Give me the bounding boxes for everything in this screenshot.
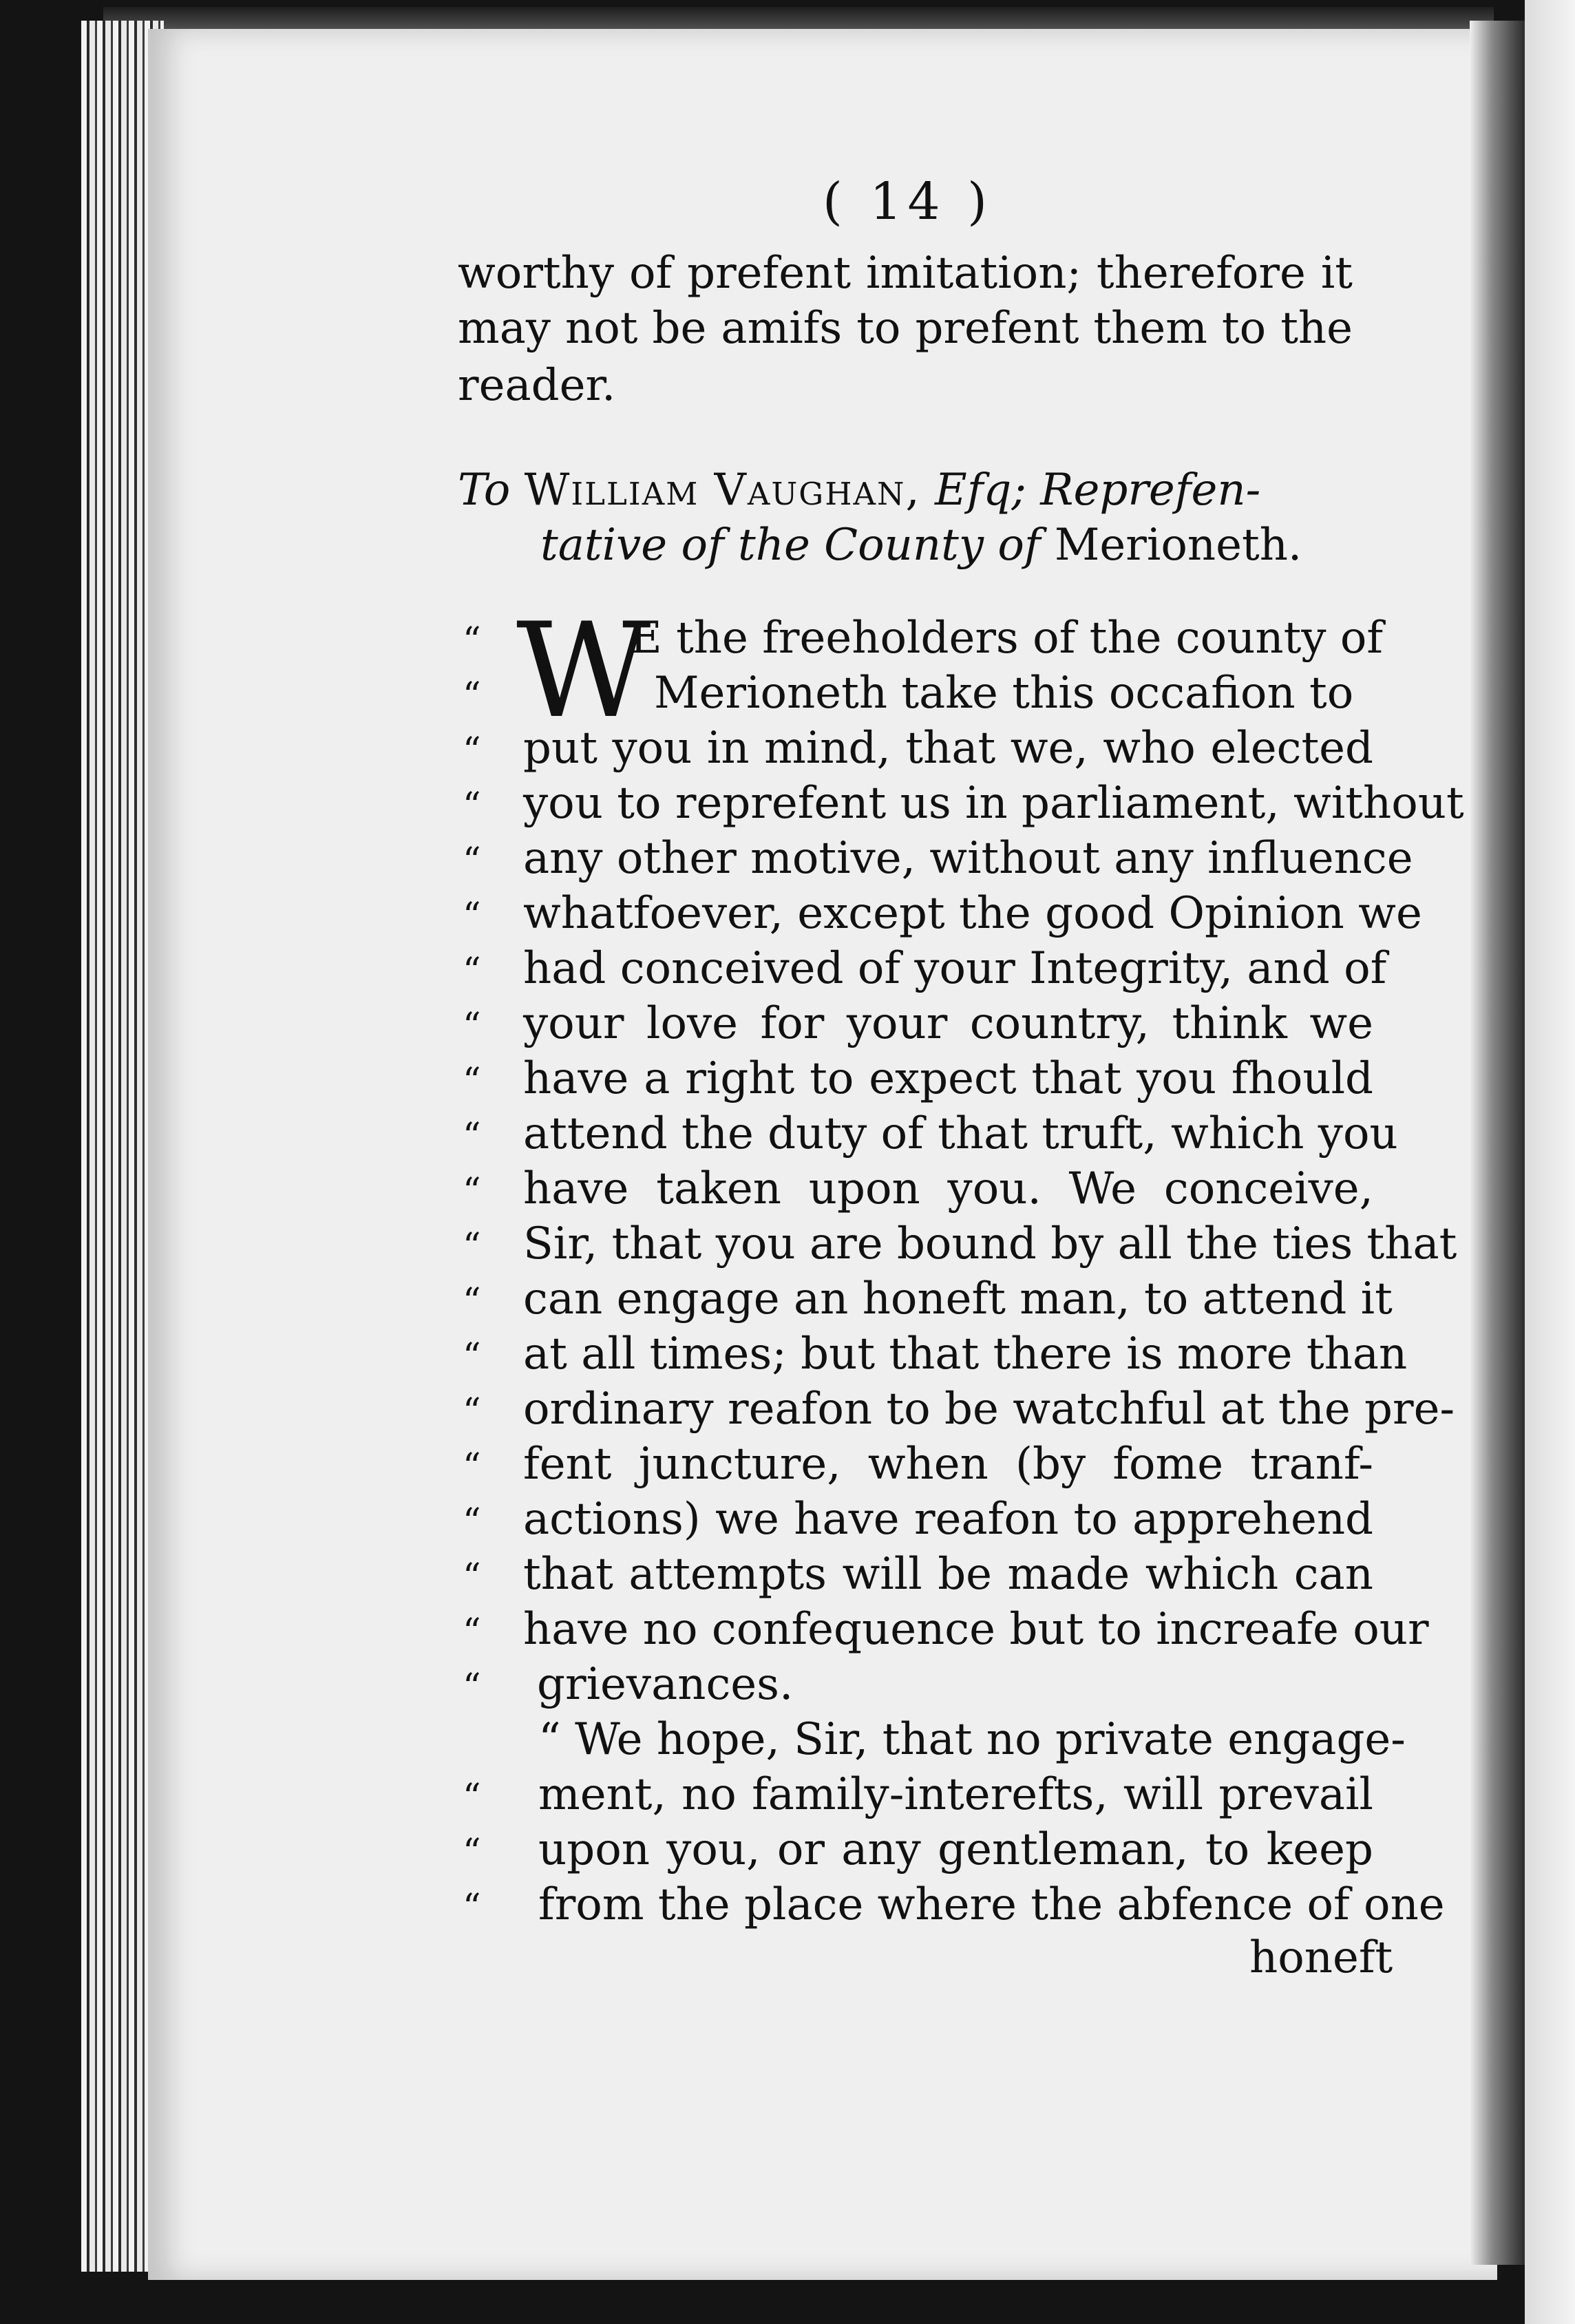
- para2-line: ment, no family-interefts, will prevail: [538, 1769, 1373, 1820]
- letter-line: had conceived of your Integrity, and of: [523, 943, 1387, 994]
- letter-line: attend the duty of that truft, which you: [523, 1108, 1398, 1159]
- letter-line: E the freeholders of the county of: [630, 613, 1384, 664]
- drop-cap: W: [516, 595, 651, 747]
- quote-mark: “: [463, 1116, 481, 1157]
- letter-line: you to reprefent us in parliament, without: [523, 778, 1464, 829]
- letter-line: have a right to expect that you fhould: [523, 1053, 1373, 1104]
- quote-mark: “: [463, 896, 481, 937]
- address-line2-b: Merioneth.: [1054, 520, 1302, 571]
- letter-line: your love for your country, think we: [523, 998, 1373, 1049]
- quote-mark: “: [463, 1336, 481, 1377]
- letter-line: grievances.: [537, 1659, 794, 1710]
- letter-line: ordinary reafon to be watchful at the pre-: [523, 1384, 1455, 1435]
- letter-line: at all times; but that there is more than: [523, 1329, 1408, 1380]
- letter-line: can engage an honeft man, to attend it: [523, 1274, 1393, 1324]
- quote-mark: “: [463, 1777, 481, 1818]
- letter-line: whatfoever, except the good Opinion we: [523, 888, 1422, 939]
- quote-mark: “: [463, 1501, 481, 1543]
- quote-mark: “: [463, 951, 481, 992]
- quote-mark: “: [463, 1061, 481, 1102]
- letter-line: actions) we have reafon to apprehend: [523, 1494, 1373, 1545]
- quote-mark: “: [463, 1171, 481, 1212]
- address-line-2: [540, 520, 1302, 571]
- quote-mark: “: [463, 1832, 481, 1873]
- quote-mark: “: [463, 1226, 481, 1267]
- letter-line: Merioneth take this occafion to: [654, 668, 1354, 719]
- quote-mark: “: [463, 1612, 481, 1653]
- quote-mark: “: [463, 1446, 481, 1488]
- para2-first-line: “ We hope, Sir, that no private engage-: [538, 1714, 1406, 1765]
- catchword: honeft: [1249, 1932, 1393, 1983]
- quote-mark: “: [463, 841, 481, 882]
- para2-line: from the place where the abfence of one: [538, 1879, 1445, 1930]
- quote-mark: “: [463, 730, 481, 772]
- letter-line: have no confequence but to increafe our: [523, 1604, 1429, 1655]
- letter-line: put you in mind, that we, who elected: [523, 723, 1373, 774]
- address-line2-a: tative of the County of: [540, 520, 1041, 571]
- address-rep: Reprefen-: [1040, 465, 1261, 516]
- quote-mark: “: [463, 785, 481, 827]
- quote-mark: “: [463, 620, 481, 662]
- quote-mark: “: [463, 1556, 481, 1598]
- letter-line: fent juncture, when (by fome tranf-: [523, 1439, 1373, 1490]
- opening-line-2: may not be amifs to prefent them to the: [458, 303, 1353, 354]
- para2-line: upon you, or any gentleman, to keep: [538, 1824, 1373, 1875]
- letter-line: that attempts will be made which can: [523, 1549, 1373, 1600]
- quote-mark: “: [463, 1667, 481, 1708]
- opening-line-1: worthy of prefent imitation; therefore it: [458, 248, 1353, 299]
- letter-line: any other motive, without any influence: [523, 833, 1413, 884]
- opening-line-3: reader.: [458, 360, 616, 411]
- letter-line: have taken upon you. We conceive,: [523, 1163, 1373, 1214]
- quote-mark: “: [463, 1391, 481, 1433]
- address-esq: Efq;: [935, 465, 1026, 516]
- quote-mark: “: [463, 1887, 481, 1928]
- quote-mark: “: [463, 675, 481, 717]
- quote-mark: “: [463, 1281, 481, 1322]
- address-name: William Vaughan,: [524, 465, 921, 516]
- address-line-1: [458, 465, 1353, 516]
- letter-line: Sir, that you are bound by all the ties that: [523, 1218, 1457, 1269]
- page-number: ( 14 ): [823, 172, 993, 231]
- quote-mark: “: [463, 1006, 481, 1047]
- address-to: To: [458, 465, 511, 516]
